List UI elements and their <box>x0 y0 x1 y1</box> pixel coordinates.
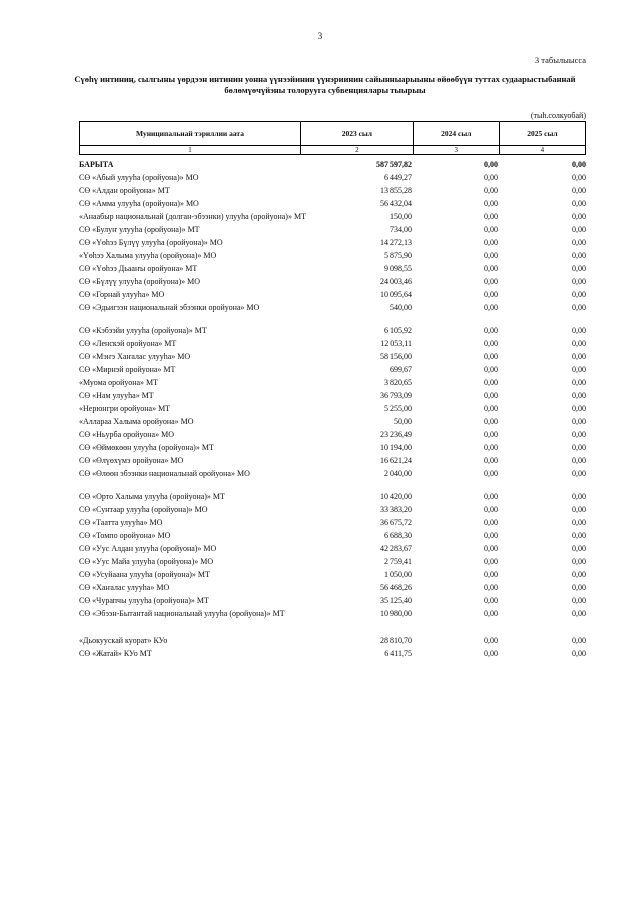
table-row <box>79 403 586 416</box>
row-value-2024: 0,00 <box>484 596 498 605</box>
row-value-2025: 0,00 <box>572 518 586 527</box>
row-value-2024: 0,00 <box>484 456 498 465</box>
row-value-2025: 0,00 <box>572 583 586 592</box>
table-row <box>79 416 586 429</box>
row-name: СӨ «Үөһээ Бүлүү улууһа (оройуона)» МО <box>79 238 223 247</box>
table-row <box>79 504 586 517</box>
row-value-2024: 0,00 <box>484 238 498 247</box>
row-value-2023: 13 855,28 <box>380 186 412 195</box>
table-row <box>79 289 586 302</box>
row-value-2023: 24 003,46 <box>380 277 412 286</box>
row-value-2023: 10 420,00 <box>380 492 412 501</box>
header-2023: 2023 сыл <box>300 122 413 146</box>
row-name: СӨ «Ленскэй оройуона» МТ <box>79 339 177 348</box>
row-name: СӨ «Горнай улууһа» МО <box>79 290 165 299</box>
row-value-2025: 0,00 <box>572 173 586 182</box>
row-value-2023: 6 411,75 <box>384 649 412 658</box>
row-value-2023: 10 095,64 <box>380 290 412 299</box>
row-value-2025: 0,00 <box>572 199 586 208</box>
table-row <box>79 172 586 185</box>
row-value-2025: 0,00 <box>572 352 586 361</box>
row-value-2024: 0,00 <box>484 531 498 540</box>
row-value-2024: 0,00 <box>484 636 498 645</box>
row-value-2023: 6 688,30 <box>384 531 412 540</box>
header-municipality: Муниципальнай тэриллии аата <box>80 122 301 146</box>
table-row <box>79 556 586 569</box>
row-value-2025: 0,00 <box>572 544 586 553</box>
row-value-2024: 0,00 <box>484 583 498 592</box>
row-value-2023: 150,00 <box>390 212 412 221</box>
row-value-2023: 5 255,00 <box>384 404 412 413</box>
row-value-2023: 36 793,09 <box>380 391 412 400</box>
table-row <box>79 608 586 621</box>
row-value-2025: 0,00 <box>572 326 586 335</box>
row-value-2025: 0,00 <box>572 160 586 169</box>
row-value-2024: 0,00 <box>484 365 498 374</box>
table-row <box>79 224 586 237</box>
row-value-2023: 56 468,26 <box>380 583 412 592</box>
row-name: СӨ «Бүлүү улууһа (оройуона)» МО <box>79 277 201 286</box>
table-row <box>79 237 586 250</box>
row-value-2025: 0,00 <box>572 570 586 579</box>
row-value-2023: 28 810,70 <box>380 636 412 645</box>
table-row <box>79 276 586 289</box>
table-row <box>79 530 586 543</box>
table-row <box>79 468 586 481</box>
row-value-2025: 0,00 <box>572 212 586 221</box>
table-row <box>79 648 586 661</box>
row-value-2024: 0,00 <box>484 430 498 439</box>
row-value-2023: 12 053,11 <box>380 339 412 348</box>
table-row <box>79 211 586 224</box>
row-value-2025: 0,00 <box>572 492 586 501</box>
appendix-label: 3 табылыысса <box>534 55 586 65</box>
document-title: Сүөһү интиниң, сылгыны үөрдээн интинин уонна үүнээйинин үүнэриинин сайынныарыыны өйөөбүүн туттах судаарыстыбаннай бөлөмүөчүйэны толорууга субвенциялары тыырыы <box>74 74 576 95</box>
row-name: СӨ «Мэҥэ Хаҥалас улууһа» МО <box>79 352 191 361</box>
table-header <box>79 121 586 155</box>
table-row <box>79 159 586 172</box>
row-value-2024: 0,00 <box>484 609 498 618</box>
row-value-2024: 0,00 <box>484 570 498 579</box>
row-value-2024: 0,00 <box>484 649 498 658</box>
row-value-2023: 6 105,92 <box>384 326 412 335</box>
header-num-3: 3 <box>413 146 499 155</box>
row-value-2024: 0,00 <box>484 404 498 413</box>
row-value-2023: 1 050,00 <box>384 570 412 579</box>
row-value-2024: 0,00 <box>484 225 498 234</box>
row-value-2024: 0,00 <box>484 173 498 182</box>
row-value-2025: 0,00 <box>572 443 586 452</box>
table-row <box>79 338 586 351</box>
row-value-2024: 0,00 <box>484 160 498 169</box>
row-name: СӨ «Таатта улууһа» МО <box>79 518 163 527</box>
row-value-2023: 36 675,72 <box>380 518 412 527</box>
page-number: 3 <box>317 31 323 41</box>
row-value-2024: 0,00 <box>484 544 498 553</box>
row-value-2023: 16 621,24 <box>380 456 412 465</box>
table-row <box>79 302 586 315</box>
row-name: СӨ «Өлүөхүмэ оройуона» МО <box>79 456 184 465</box>
table-row <box>79 582 586 595</box>
row-value-2025: 0,00 <box>572 277 586 286</box>
row-name: СӨ «Уус Майа улууһа (оройуона)» МО <box>79 557 214 566</box>
row-value-2023: 33 383,20 <box>380 505 412 514</box>
row-value-2025: 0,00 <box>572 430 586 439</box>
row-name: СӨ «Орто Халыма улууһа (оройуона)» МТ <box>79 492 225 501</box>
row-name: СӨ «Абый улууһа (оройуона)» МО <box>79 173 199 182</box>
unit-label: (тыһ.солкуобай) <box>530 111 586 120</box>
row-value-2025: 0,00 <box>572 378 586 387</box>
row-value-2024: 0,00 <box>484 199 498 208</box>
row-value-2023: 10 980,00 <box>380 609 412 618</box>
row-name: СӨ «Эдьигээн национальнай эбээнки оройуона» МО <box>79 303 260 312</box>
table-body <box>79 159 586 661</box>
row-value-2025: 0,00 <box>572 264 586 273</box>
row-name: СӨ «Алдан оройуона» МТ <box>79 186 170 195</box>
row-value-2025: 0,00 <box>572 225 586 234</box>
row-value-2024: 0,00 <box>484 391 498 400</box>
row-value-2025: 0,00 <box>572 339 586 348</box>
table-row <box>79 595 586 608</box>
row-value-2024: 0,00 <box>484 492 498 501</box>
table-row <box>79 185 586 198</box>
row-name: СӨ «Жатай» КУо МТ <box>79 649 152 658</box>
table-row <box>79 198 586 211</box>
row-value-2023: 734,00 <box>390 225 412 234</box>
row-value-2025: 0,00 <box>572 391 586 400</box>
row-value-2024: 0,00 <box>484 251 498 260</box>
row-value-2023: 56 432,04 <box>380 199 412 208</box>
header-num-1: 1 <box>80 146 301 155</box>
header-2025: 2025 сыл <box>499 122 585 146</box>
row-value-2023: 540,00 <box>390 303 412 312</box>
row-value-2023: 14 272,13 <box>380 238 412 247</box>
row-name: СӨ «Амма улууһа (оройуона)» МО <box>79 199 199 208</box>
table-row <box>79 377 586 390</box>
row-value-2023: 42 283,67 <box>380 544 412 553</box>
row-value-2024: 0,00 <box>484 518 498 527</box>
row-name: «Нерюнгри оройуона» МТ <box>79 404 171 413</box>
row-value-2023: 2 040,00 <box>384 469 412 478</box>
row-name: БАРЫТА <box>79 160 114 169</box>
table-row <box>79 543 586 556</box>
row-name: «Үөһээ Халыма улууһа (оройуона)» МО <box>79 251 217 260</box>
row-name: СӨ «Эбээн-Бытантай национальнай улууһа (оройуона)» МТ <box>79 609 285 618</box>
row-name: СӨ «Хаҥалас улууһа» МО <box>79 583 170 592</box>
table-row <box>79 325 586 338</box>
row-value-2025: 0,00 <box>572 456 586 465</box>
row-name: СӨ «Мирнэй оройуона» МТ <box>79 365 176 374</box>
row-name: СӨ «Чурапчы улууһа (оройуона)» МТ <box>79 596 209 605</box>
row-value-2023: 587 597,82 <box>376 160 412 169</box>
header-num-4: 4 <box>499 146 585 155</box>
row-value-2025: 0,00 <box>572 505 586 514</box>
row-value-2023: 3 820,65 <box>384 378 412 387</box>
row-value-2024: 0,00 <box>484 277 498 286</box>
row-value-2025: 0,00 <box>572 251 586 260</box>
table-row <box>79 250 586 263</box>
row-name: СӨ «Уус Алдан улууһа (оройуона)» МО <box>79 544 217 553</box>
row-name: СӨ «Кэбээйи улууһа (оройуона)» МТ <box>79 326 207 335</box>
row-name: «Дьокуускай куорат» КУо <box>79 636 168 645</box>
table-row <box>79 569 586 582</box>
row-value-2024: 0,00 <box>484 212 498 221</box>
table-row <box>79 390 586 403</box>
row-value-2023: 2 759,41 <box>384 557 412 566</box>
table-row <box>79 517 586 530</box>
row-name: «Аллараа Халыма оройуона» МО <box>79 417 194 426</box>
header-2024: 2024 сыл <box>413 122 499 146</box>
row-value-2024: 0,00 <box>484 290 498 299</box>
row-value-2025: 0,00 <box>572 365 586 374</box>
row-name: СӨ «Үөһээ Дьааҥы оройуона» МТ <box>79 264 198 273</box>
row-value-2024: 0,00 <box>484 469 498 478</box>
row-value-2023: 5 875,90 <box>384 251 412 260</box>
row-value-2024: 0,00 <box>484 326 498 335</box>
table-row <box>79 364 586 377</box>
table-row <box>79 429 586 442</box>
row-value-2024: 0,00 <box>484 378 498 387</box>
row-value-2024: 0,00 <box>484 443 498 452</box>
row-value-2025: 0,00 <box>572 417 586 426</box>
row-name: СӨ «Нам улууһа» МТ <box>79 391 154 400</box>
row-name: «Муома оройуона» МТ <box>79 378 159 387</box>
row-value-2024: 0,00 <box>484 505 498 514</box>
row-value-2025: 0,00 <box>572 469 586 478</box>
row-value-2023: 35 125,40 <box>380 596 412 605</box>
row-value-2025: 0,00 <box>572 596 586 605</box>
row-name: СӨ «Өймөкөөн улууһа (оройуона)» МТ <box>79 443 214 452</box>
row-value-2024: 0,00 <box>484 264 498 273</box>
row-name: СӨ «Сунтаар улууһа (оройуона)» МО <box>79 505 208 514</box>
table-row <box>79 351 586 364</box>
row-value-2023: 9 098,55 <box>384 264 412 273</box>
row-name: СӨ «Булуҥ улууһа (оройуона)» МТ <box>79 225 200 234</box>
table-row <box>79 442 586 455</box>
row-value-2024: 0,00 <box>484 557 498 566</box>
row-value-2024: 0,00 <box>484 417 498 426</box>
row-value-2023: 6 449,27 <box>384 173 412 182</box>
row-value-2023: 699,67 <box>390 365 412 374</box>
row-value-2023: 23 236,49 <box>380 430 412 439</box>
row-value-2023: 50,00 <box>394 417 412 426</box>
row-name: СӨ «Усуйаана улууһа (оройуона)» МТ <box>79 570 210 579</box>
row-value-2025: 0,00 <box>572 557 586 566</box>
row-name: «Анаабыр национальнай (долган-эбээнки) улууһа (оройуона)» МТ <box>79 212 306 221</box>
row-value-2023: 58 156,00 <box>380 352 412 361</box>
row-value-2025: 0,00 <box>572 649 586 658</box>
table-row <box>79 455 586 468</box>
row-value-2024: 0,00 <box>484 186 498 195</box>
row-value-2023: 10 194,00 <box>380 443 412 452</box>
row-value-2025: 0,00 <box>572 238 586 247</box>
table-row <box>79 635 586 648</box>
row-name: СӨ «Томпо оройуона» МО <box>79 531 171 540</box>
table-row <box>79 491 586 504</box>
row-value-2025: 0,00 <box>572 303 586 312</box>
row-name: СӨ «Ньурба оройуона» МО <box>79 430 174 439</box>
header-num-2: 2 <box>300 146 413 155</box>
row-name: СӨ «Өлөөн эбээнки национальнай оройуона» МО <box>79 469 250 478</box>
row-value-2025: 0,00 <box>572 609 586 618</box>
row-value-2024: 0,00 <box>484 303 498 312</box>
table-row <box>79 263 586 276</box>
row-value-2025: 0,00 <box>572 186 586 195</box>
row-value-2025: 0,00 <box>572 636 586 645</box>
row-value-2025: 0,00 <box>572 531 586 540</box>
row-value-2025: 0,00 <box>572 290 586 299</box>
row-value-2024: 0,00 <box>484 339 498 348</box>
row-value-2025: 0,00 <box>572 404 586 413</box>
row-value-2024: 0,00 <box>484 352 498 361</box>
